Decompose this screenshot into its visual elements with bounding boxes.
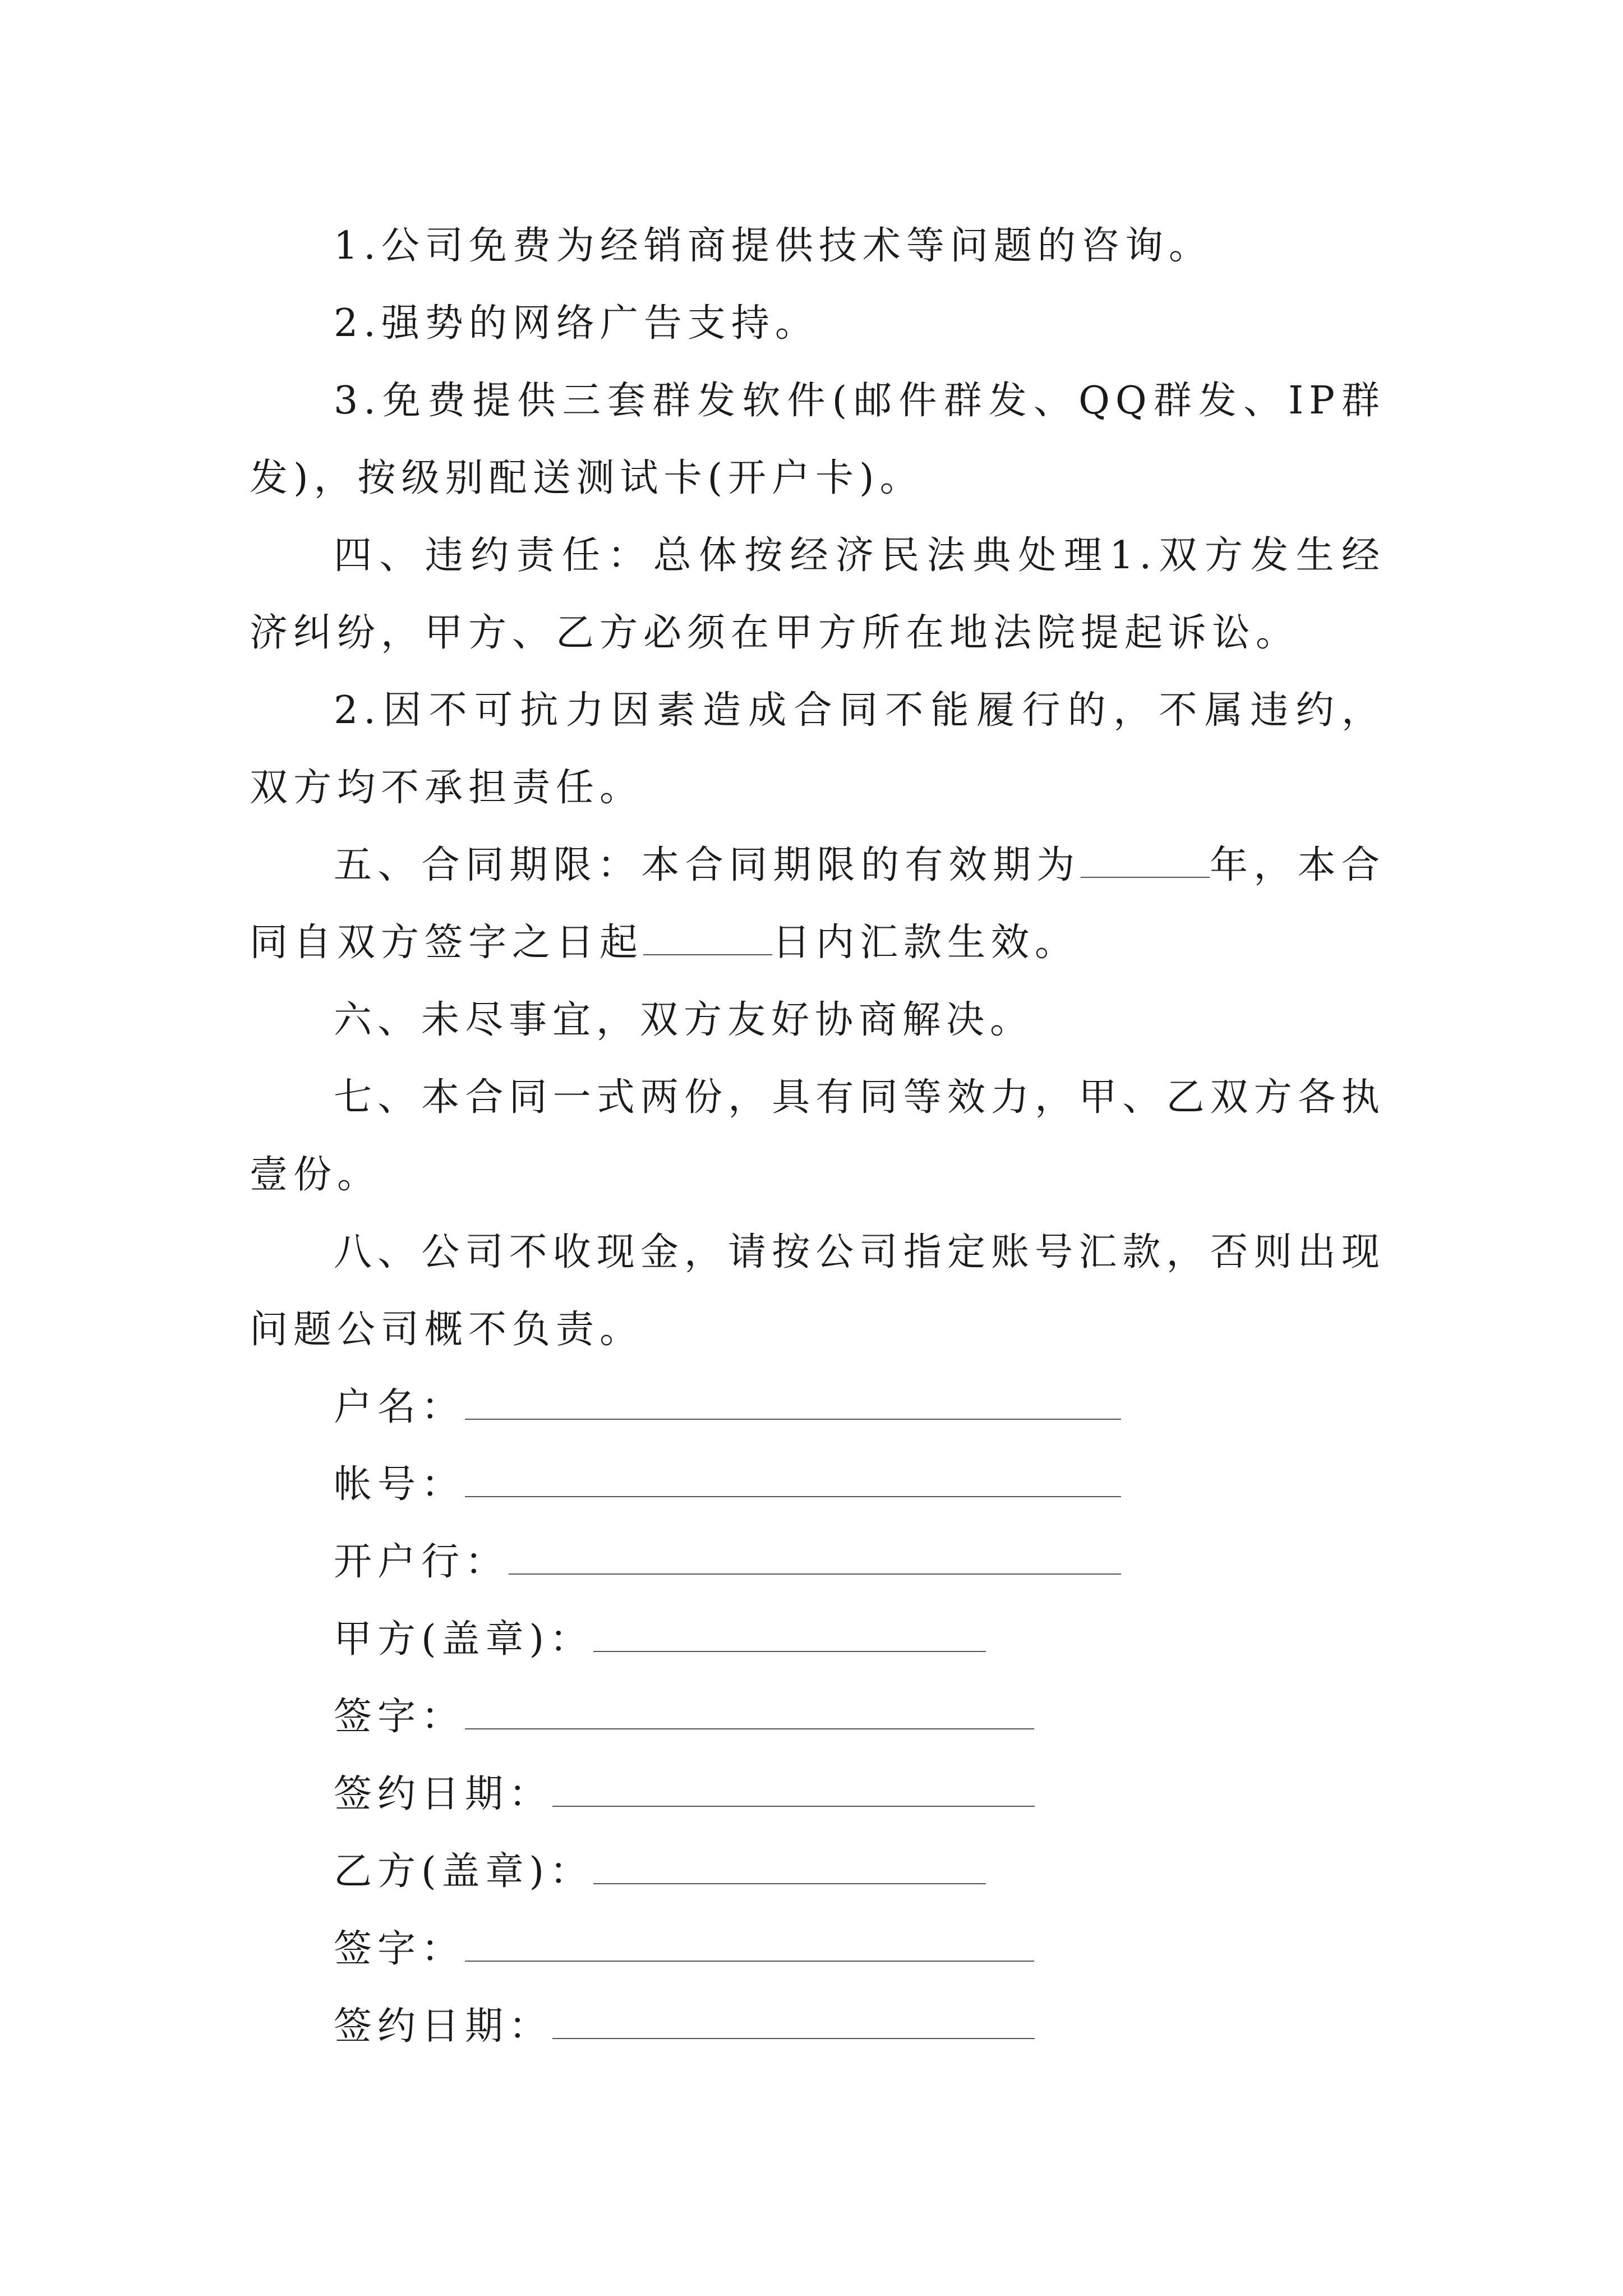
term-text-1: 五、合同期限：本合同期限的有效期为 (334, 843, 1081, 887)
field-label: 开户行： (334, 1540, 509, 1584)
field-bank (250, 1524, 1385, 1601)
party-a-sign-blank[interactable] (465, 1695, 1034, 1729)
account-number-blank[interactable] (465, 1462, 1121, 1497)
field-label: 户名： (334, 1385, 465, 1429)
paragraph-tech-consulting: 1.公司免费为经销商提供技术等问题的咨询。 (334, 224, 1212, 268)
paragraph-no-cash: 八、公司不收现金，请按公司指定账号汇款，否则出现问题公司概不负责。 (250, 1230, 1385, 1352)
field-party-b-seal (250, 1833, 1385, 1911)
term-text-2: 年，本合同自双方签字之日起 (250, 843, 1385, 965)
field-account-name (250, 1369, 1385, 1446)
field-party-a-date (250, 1756, 1385, 1833)
field-party-b-date (250, 1988, 1385, 2065)
paragraph-liability: 四、违约责任：总体按经济民法典处理1.双方发生经济纠纷，甲方、乙方必须在甲方所在地法院提起诉讼。 (250, 533, 1385, 655)
term-text-3: 日内汇款生效。 (772, 921, 1079, 965)
term-years-blank[interactable] (1081, 843, 1210, 878)
term-days-blank[interactable] (643, 921, 772, 955)
field-label: 签约日期： (334, 1772, 553, 1816)
field-account-number (250, 1446, 1385, 1524)
party-a-date-blank[interactable] (552, 1772, 1035, 1807)
party-b-seal-blank[interactable] (593, 1849, 986, 1884)
field-party-a-seal (250, 1601, 1385, 1678)
field-label: 签约日期： (334, 2004, 553, 2049)
field-label: 帐号： (334, 1462, 465, 1507)
party-b-date-blank[interactable] (552, 2004, 1035, 2039)
account-name-blank[interactable] (465, 1385, 1121, 1420)
field-party-a-sign (250, 1678, 1385, 1756)
party-a-seal-blank[interactable] (593, 1617, 986, 1652)
paragraph-other-matters: 六、未尽事宜，双方友好协商解决。 (334, 998, 1034, 1042)
party-b-sign-blank[interactable] (465, 1927, 1034, 1962)
bank-blank[interactable] (509, 1540, 1121, 1575)
field-label: 乙方(盖章)： (334, 1849, 594, 1894)
paragraph-ad-support: 2.强势的网络广告支持。 (334, 301, 819, 346)
field-label: 签字： (334, 1695, 465, 1739)
field-party-b-sign (250, 1911, 1385, 1988)
field-label: 签字： (334, 1927, 465, 1971)
field-label: 甲方(盖章)： (334, 1617, 594, 1662)
contract-page (250, 208, 1385, 2065)
paragraph-contract-term (250, 827, 1385, 982)
paragraph-force-majeure: 2.因不可抗力因素造成合同不能履行的，不属违约，双方均不承担责任。 (250, 688, 1385, 810)
paragraph-software: 3.免费提供三套群发软件(邮件群发、QQ群发、IP群发)，按级别配送测试卡(开户卡)。 (250, 379, 1385, 500)
paragraph-copies: 七、本合同一式两份，具有同等效力，甲、乙双方各执壹份。 (250, 1075, 1385, 1197)
